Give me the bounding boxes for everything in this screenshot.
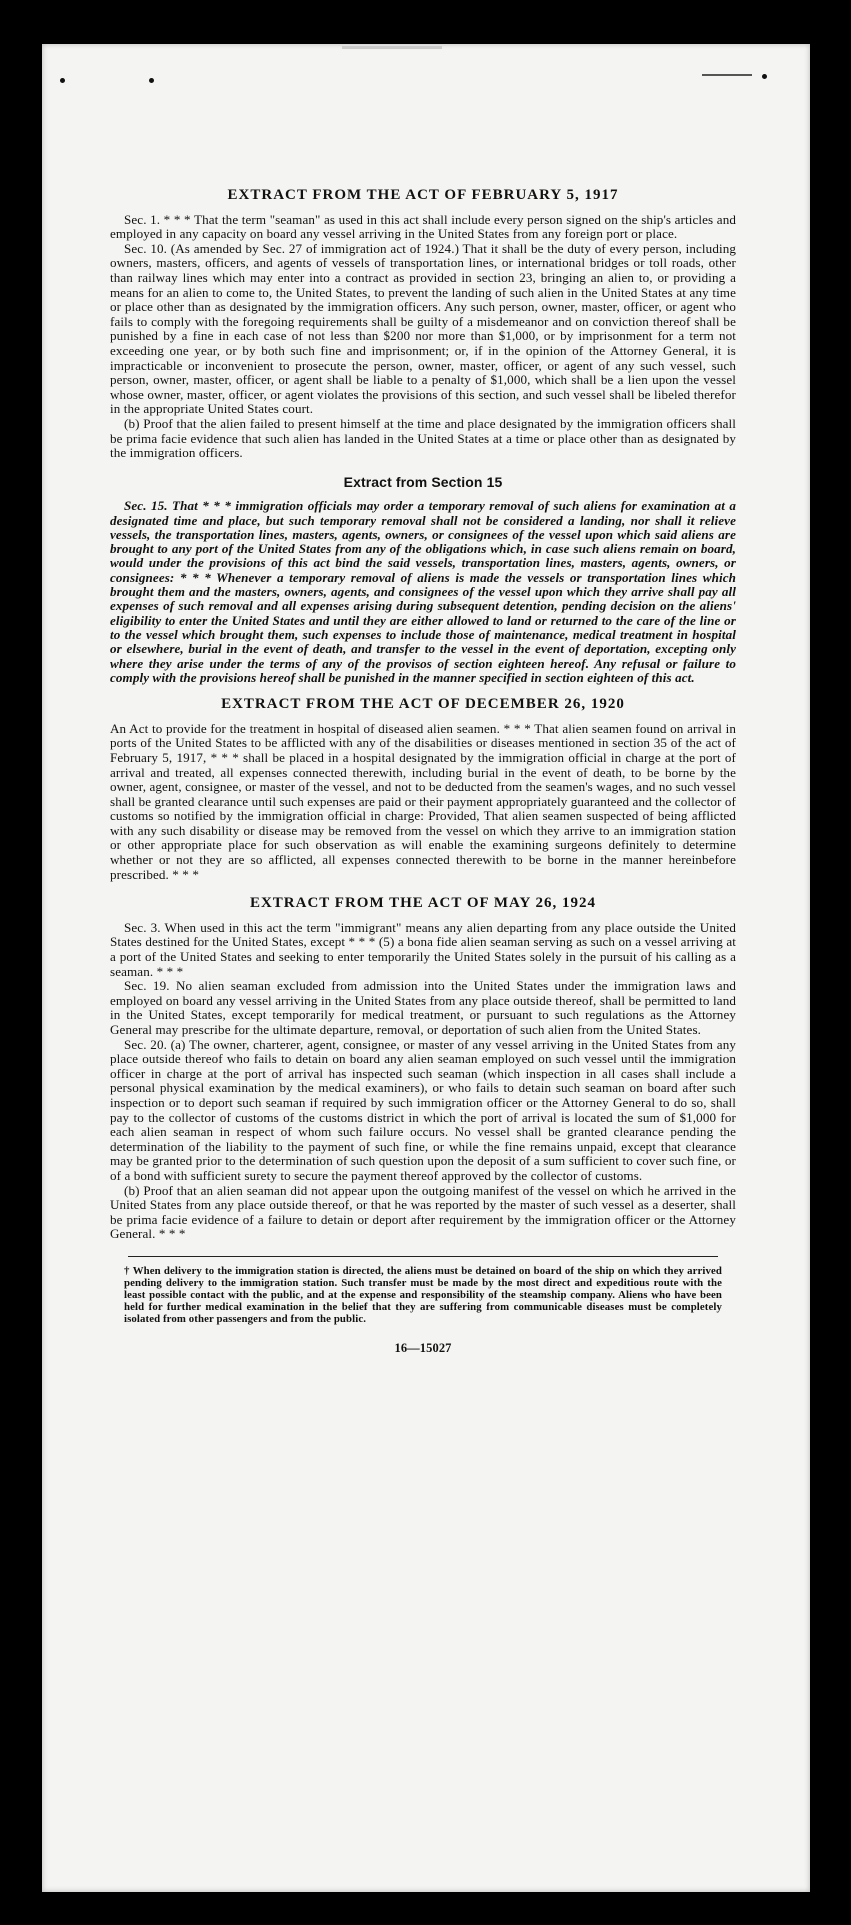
paragraph-sec-20: Sec. 20. (a) The owner, charterer, agent, consignee, or master of any vessel arriving in the United States from any place outside thereof who fails to detain on board any alien seaman employed on such vessel until the immigration officer in charge at the port of arrival has inspected such seaman (which inspection in all cases shall include a personal physical examination by the medical examiners), or who fails to detain such seaman on board after such inspection or to deport such seaman if required by such immigration officer or the Attorney General to do so, shall pay to the collector of customs of the customs district in which the port of arrival is located the sum of $1,000 for each alien seaman in respect of whom such failure occurs. No vessel shall be granted clearance pending the determination of the liability to the payment of such fine, or while the fine remains unpaid, except that clearance may be granted prior to the determination of such question upon the deposit of a sum sufficient to cover such fine, or of a bond with sufficient surety to secure the payment thereof approved by the collector of customs. — [110, 1036, 736, 1183]
punch-hole-mark — [762, 74, 767, 79]
heading-act-1917: EXTRACT FROM THE ACT OF FEBRUARY 5, 1917 — [227, 187, 619, 203]
paragraph-proof-b: (b) Proof that the alien failed to present himself at the time and place designated by the immigration officers shall be prima facie evidence that such alien has landed in the United States at a time or place other than as designated by the immigration officers. — [110, 415, 736, 461]
heading-section-15: Extract from Section 15 — [343, 473, 503, 490]
paragraph-sec-3: Sec. 3. When used in this act the term "immigrant" means any alien departing from any place outside the United States destined for the United States, except * * * (5) a bona fide alien seaman serving as such on a vessel arriving at a port of the United States and seeking to enter temporarily the United States solely in the pursuit of his calling as a seaman. * * * — [110, 919, 736, 979]
heading-act-1924: EXTRACT FROM THE ACT OF MAY 26, 1924 — [249, 895, 597, 912]
tape-mark — [702, 74, 752, 76]
document-body — [110, 188, 736, 1356]
punch-hole-mark — [149, 78, 154, 83]
punch-hole-mark — [60, 78, 65, 83]
heading-act-1920: EXTRACT FROM THE ACT OF DECEMBER 26, 1920 — [221, 696, 625, 713]
footnote-divider — [128, 1256, 718, 1257]
paragraph-sec-19: Sec. 19. No alien seaman excluded from admission into the United States under the immigration laws and employed on board any vessel arriving in the United States from any place outside thereof, shall be permitted to land in the United States, except temporarily for medical treatment, or pursuant to such regulations as the Attorney General may prescribe for the ultimate departure, removal, or deportation of such alien from the United States. — [110, 978, 736, 1038]
tape-mark — [342, 46, 442, 49]
paragraph-sec-15: Sec. 15. That * * * immigration officials may order a temporary removal of such aliens for examination at a designated time and place, but such temporary removal shall not be considered a landing, nor shall it relieve vessels, the transportation lines, masters, agents, owners, or consignees of the vessel upon which said aliens are brought to any port of the United States from any of the obligations which, in case such aliens remain on board, would under the provisions of this act bind the said vessels, transportation lines, masters, agents, owners, or consignees: * * * Whenever a temporary removal of aliens is made the vessels or transportation lines which brought them and the masters, owners, agents, and consignees of the vessel upon which they arrive shall pay all expenses of such removal and all expenses arising during subsequent detention, pending decision on the aliens' eligibility to enter the United States and until they are either allowed to land or returned to the care of the line or to the vessel which brought them, such expenses to include those of maintenance, medical treatment in hospital or elsewhere, burial in the event of death, and transfer to the vessel in the event of deportation, excepting only where they arise under the terms of any of the provisos of section eighteen hereof. Any refusal or failure to comply with the provisions hereof shall be punished in the manner specified in section eighteen of this act. — [110, 498, 736, 685]
footnote: † When delivery to the immigration station is directed, the aliens must be detained on board of the ship on which they arrived pending delivery to the immigration station. Such transfer must be made by the most direct and expeditious route with the least possible contact with the public, and at the expense and responsibility of the steamship company. Aliens who have been held for further medical examination in the belief that they are suffering from communicable diseases must be completely isolated from other passengers and from the public. — [124, 1264, 722, 1325]
paragraph-act-1920: An Act to provide for the treatment in hospital of diseased alien seamen. * * * That alien seamen found on arrival in ports of the United States to be afflicted with any of the disabilities or diseases mentioned in section 35 of the act of February 5, 1917, * * * shall be placed in a hospital designated by the immigration official in charge at the port of arrival and treated, all expenses connected therewith, including burial in the event of death, to be borne by the owner, agent, consignee, or master of the vessel, and not to be deducted from the seamen's wages, and no such vessel shall be granted clearance until such expenses are paid or their payment appropriately guaranteed and the collector of customs so notified by the immigration official in charge: Provided, That alien seamen suspected of being afflicted with any such disability or disease may be removed from the vessel on which they arrive to an immigration station or other appropriate place for such observation as will enable the examining surgeons definitely to determine whether or not they are so afflicted, all expenses connected therewith to be borne in the manner hereinbefore prescribed. * * * — [110, 720, 736, 882]
page-folio: 16—15027 — [394, 1340, 452, 1355]
paragraph-sec-10: Sec. 10. (As amended by Sec. 27 of immigration act of 1924.) That it shall be the duty of every person, including owners, masters, officers, and agents of vessels of transportation lines, or international bridges or toll roads, other than railway lines which may enter into a contract as provided in section 23, bringing an alien to, or providing a means for an alien to come to, the United States, to prevent the landing of such alien in the United States at any time or place other than as designated by the immigration officers. Any such person, owner, master, officer, or agent who fails to comply with the foregoing requirements shall be guilty of a misdemeanor and on conviction thereof shall be punished by a fine in each case of not less than $200 nor more than $1,000, or by imprisonment for a term not exceeding one year, or by both such fine and imprisonment; or, if in the opinion of the Attorney General, it is impracticable or inconvenient to prosecute the person, owner, master, officer, or agent of any such vessel, such person, owner, master, officer, or agent shall be liable to a penalty of $1,000, which shall be a lien upon the vessel whose owner, master, officer, or agent violates the provisions of this section, and such vessel shall be libeled therefor in the appropriate United States court. — [110, 240, 736, 417]
paragraph-sec-20-b: (b) Proof that an alien seaman did not appear upon the outgoing manifest of the vessel on which he arrived in the United States from any place outside thereof, or that he was reported by the master of such vessel as a deserter, shall be prima facie evidence of a failure to detain or deport after requirement by the immigration officer or the Attorney General. * * * — [110, 1182, 736, 1242]
paragraph-sec-1: Sec. 1. * * * That the term "seaman" as used in this act shall include every person signed on the ship's articles and employed in any capacity on board any vessel arriving in the United States from any foreign port or place. — [110, 211, 736, 242]
